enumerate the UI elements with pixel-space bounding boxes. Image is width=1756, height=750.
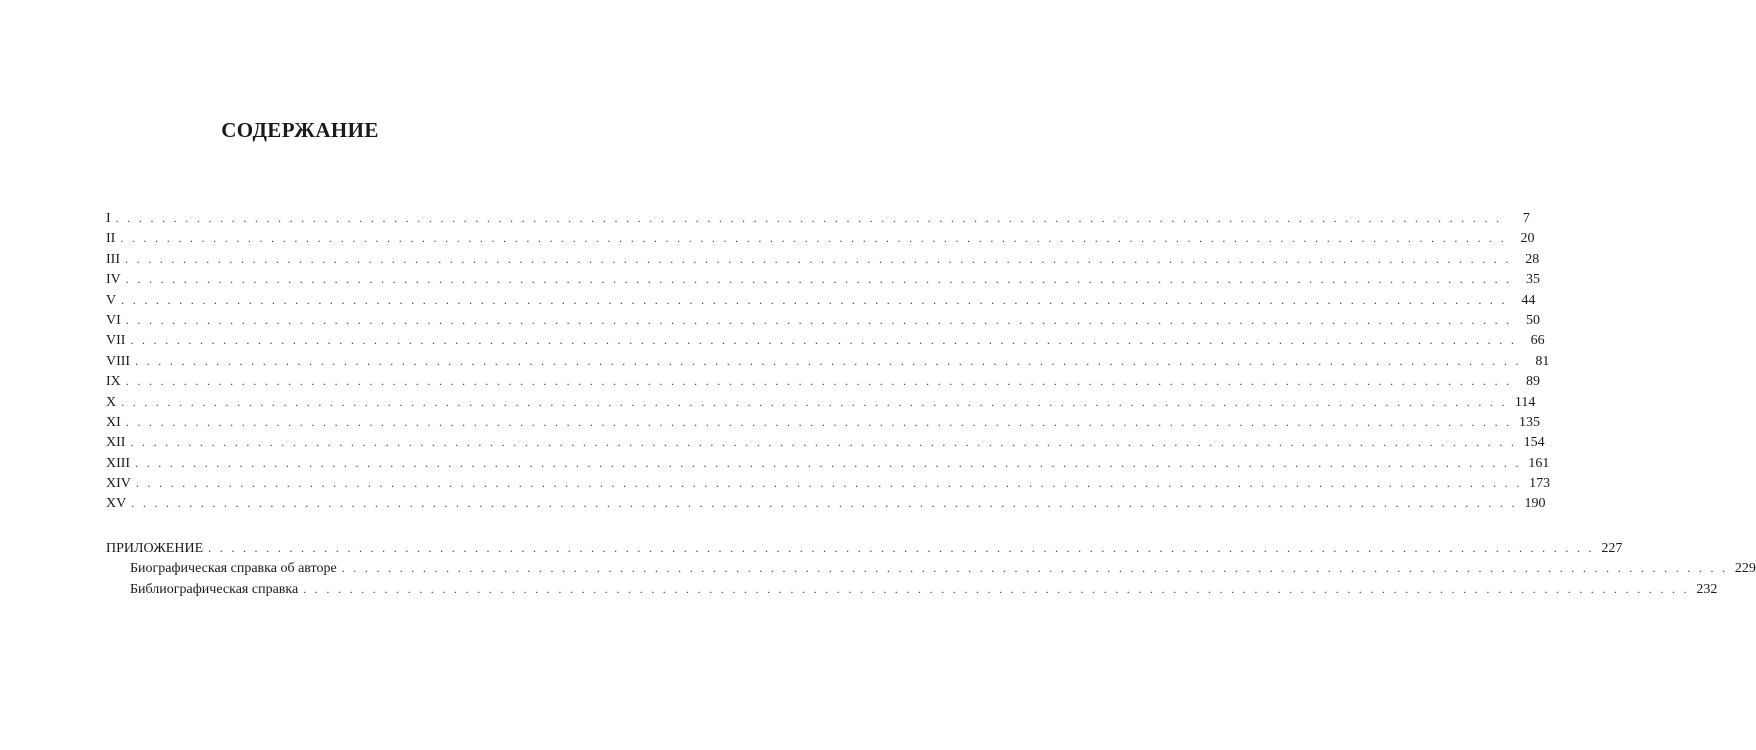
dot-leader: . . . . . . . . . . . . . . . . . . . . . . . . . . . . . . . . . . . . . . . . . . . . . . . . . . . . . . . . . . . . . . . . . . . . . . . . . . . . . . . . . . . . . . . . . . . . . . . . . . . . . . . . . . . . . . . . . . . . . . . . [121,394,1508,409]
toc-entry-label: ПРИЛОЖЕНИЕ [106,540,204,556]
toc-chapter-entry[interactable] [106,412,1540,432]
toc-page-number: 81 [1535,353,1550,369]
toc-page-number: 173 [1529,476,1551,492]
dot-leader: . . . . . . . . . . . . . . . . . . . . . . . . . . . . . . . . . . . . . . . . . . . . . . . . . . . . . . . . . . . . . . . . . . . . . . . . . . . . . . . . . . . . . . . . . . . . . . . . . . . . . . . . . . . . . . . . . . . . . . . . [135,455,1522,470]
toc-chapter-entry[interactable] [106,249,1540,269]
toc-page-number: 50 [1525,312,1540,328]
toc-entry-label: III [106,251,120,267]
toc-chapter-entry[interactable] [106,392,1536,412]
toc-entry-label: V [106,292,117,308]
toc-chapter-entry[interactable] [106,493,1546,513]
toc-entry-label: VIII [106,353,131,369]
toc-entry-label: Библиографическая справка [130,581,299,597]
toc-page-number: 35 [1525,272,1540,288]
toc-entry-label: XIV [106,476,131,492]
dot-leader: . . . . . . . . . . . . . . . . . . . . . . . . . . . . . . . . . . . . . . . . . . . . . . . . . . . . . . . . . . . . . . . . . . . . . . . . . . . . . . . . . . . . . . . . . . . . . . . . . . . . . . . . . . . . . . . . . . . . . . . . [125,251,1512,266]
page-title: СОДЕРЖАНИЕ [221,118,379,142]
toc-page-number: 161 [1528,455,1550,471]
toc-entry-label: Биографическая справка об авторе [130,561,337,577]
dot-leader: . . . . . . . . . . . . . . . . . . . . . . . . . . . . . . . . . . . . . . . . . . . . . . . . . . . . . . . . . . . . . . . . . . . . . . . . . . . . . . . . . . . . . . . . . . . . . . . . . . . . . . . . . . . . . . . . . . . . . . . . [208,540,1595,555]
dot-leader: . . . . . . . . . . . . . . . . . . . . . . . . . . . . . . . . . . . . . . . . . . . . . . . . . . . . . . . . . . . . . . . . . . . . . . . . . . . . . . . . . . . . . . . . . . . . . . . . . . . . . . . . . . . . . . . . . . . . . . . . [135,476,1523,491]
dot-leader: . . . . . . . . . . . . . . . . . . . . . . . . . . . . . . . . . . . . . . . . . . . . . . . . . . . . . . . . . . . . . . . . . . . . . . . . . . . . . . . . . . . . . . . . . . . . . . . . . . . . . . . . . . . . . . . . . . . . . . . . [341,561,1728,576]
table-of-contents [106,208,1756,599]
dot-leader: . . . . . . . . . . . . . . . . . . . . . . . . . . . . . . . . . . . . . . . . . . . . . . . . . . . . . . . . . . . . . . . . . . . . . . . . . . . . . . . . . . . . . . . . . . . . . . . . . . . . . . . . . . . . . . . . . . . . . . . . [131,496,1518,511]
section-gap [106,514,494,538]
toc-chapter-entry[interactable] [106,351,1550,371]
toc-page-number: 7 [1522,211,1530,226]
toc-entry-label: IX [106,374,121,390]
dot-leader: . . . . . . . . . . . . . . . . . . . . . . . . . . . . . . . . . . . . . . . . . . . . . . . . . . . . . . . . . . . . . . . . . . . . . . . . . . . . . . . . . . . . . . . . . . . . . . . . . . . . . . . . . . . . . . . . . . . . . . . . [115,211,1502,225]
dot-leader: . . . . . . . . . . . . . . . . . . . . . . . . . . . . . . . . . . . . . . . . . . . . . . . . . . . . . . . . . . . . . . . . . . . . . . . . . . . . . . . . . . . . . . . . . . . . . . . . . . . . . . . . . . . . . . . . . . . . . . . . [121,292,1508,307]
toc-page-number: 232 [1696,581,1718,597]
toc-appendix-subentry[interactable] [106,579,1718,599]
dot-leader: . . . . . . . . . . . . . . . . . . . . . . . . . . . . . . . . . . . . . . . . . . . . . . . . . . . . . . . . . . . . . . . . . . . . . . . . . . . . . . . . . . . . . . . . . . . . . . . . . . . . . . . . . . . . . . . . . . . . . . . . [130,435,1517,450]
toc-appendix-entry[interactable] [106,538,1623,558]
toc-page-number: 154 [1523,435,1545,451]
dot-leader: . . . . . . . . . . . . . . . . . . . . . . . . . . . . . . . . . . . . . . . . . . . . . . . . . . . . . . . . . . . . . . . . . . . . . . . . . . . . . . . . . . . . . . . . . . . . . . . . . . . . . . . . . . . . . . . . . . . . . . . . [303,581,1690,596]
toc-entry-label: II [106,231,116,247]
toc-chapter-entry[interactable] [106,432,1545,452]
toc-entry-label: XI [106,414,121,430]
dot-leader: . . . . . . . . . . . . . . . . . . . . . . . . . . . . . . . . . . . . . . . . . . . . . . . . . . . . . . . . . . . . . . . . . . . . . . . . . . . . . . . . . . . . . . . . . . . . . . . . . . . . . . . . . . . . . . . . . . . . . . . . [125,312,1512,327]
toc-entry-label: XII [106,435,126,451]
toc-page-number: 190 [1524,496,1546,512]
toc-chapter-entry[interactable] [106,228,1535,248]
toc-page-number: 66 [1530,333,1545,349]
toc-page-number: 227 [1601,540,1623,556]
toc-appendix-subentry[interactable] [106,558,1756,578]
toc-page-number: 28 [1525,251,1540,267]
toc-chapter-entry[interactable] [106,371,1540,391]
toc-page-number: 229 [1734,561,1756,577]
dot-leader: . . . . . . . . . . . . . . . . . . . . . . . . . . . . . . . . . . . . . . . . . . . . . . . . . . . . . . . . . . . . . . . . . . . . . . . . . . . . . . . . . . . . . . . . . . . . . . . . . . . . . . . . . . . . . . . . . . . . . . . . [125,374,1512,389]
toc-chapter-entry[interactable] [106,310,1540,330]
dot-leader: . . . . . . . . . . . . . . . . . . . . . . . . . . . . . . . . . . . . . . . . . . . . . . . . . . . . . . . . . . . . . . . . . . . . . . . . . . . . . . . . . . . . . . . . . . . . . . . . . . . . . . . . . . . . . . . . . . . . . . . . [125,272,1512,287]
toc-entry-label: IV [106,272,121,288]
toc-entry-label: VII [106,333,126,349]
toc-page-number: 89 [1525,374,1540,390]
toc-entry-label: XV [106,496,127,512]
toc-page-number: 20 [1520,231,1535,247]
toc-chapter-entry[interactable] [106,290,1536,310]
toc-page-number: 135 [1518,414,1540,430]
toc-chapter-entry[interactable] [106,453,1550,473]
toc-entry-label: VI [106,312,121,328]
dot-leader: . . . . . . . . . . . . . . . . . . . . . . . . . . . . . . . . . . . . . . . . . . . . . . . . . . . . . . . . . . . . . . . . . . . . . . . . . . . . . . . . . . . . . . . . . . . . . . . . . . . . . . . . . . . . . . . . . . . . . . . . [135,353,1522,368]
toc-entry-label: XIII [106,455,131,471]
toc-chapter-entry[interactable] [106,473,1551,493]
toc-chapter-entry[interactable] [106,208,1530,228]
toc-entry-label: X [106,394,117,410]
toc-entry-label: I [106,211,111,226]
dot-leader: . . . . . . . . . . . . . . . . . . . . . . . . . . . . . . . . . . . . . . . . . . . . . . . . . . . . . . . . . . . . . . . . . . . . . . . . . . . . . . . . . . . . . . . . . . . . . . . . . . . . . . . . . . . . . . . . . . . . . . . . [130,333,1517,348]
toc-page-number: 114 [1514,394,1536,410]
toc-chapter-entry[interactable] [106,330,1545,350]
dot-leader: . . . . . . . . . . . . . . . . . . . . . . . . . . . . . . . . . . . . . . . . . . . . . . . . . . . . . . . . . . . . . . . . . . . . . . . . . . . . . . . . . . . . . . . . . . . . . . . . . . . . . . . . . . . . . . . . . . . . . . . . [120,231,1507,246]
toc-chapter-entry[interactable] [106,269,1540,289]
dot-leader: . . . . . . . . . . . . . . . . . . . . . . . . . . . . . . . . . . . . . . . . . . . . . . . . . . . . . . . . . . . . . . . . . . . . . . . . . . . . . . . . . . . . . . . . . . . . . . . . . . . . . . . . . . . . . . . . . . . . . . . . [125,414,1512,429]
toc-page-number: 44 [1521,292,1536,308]
